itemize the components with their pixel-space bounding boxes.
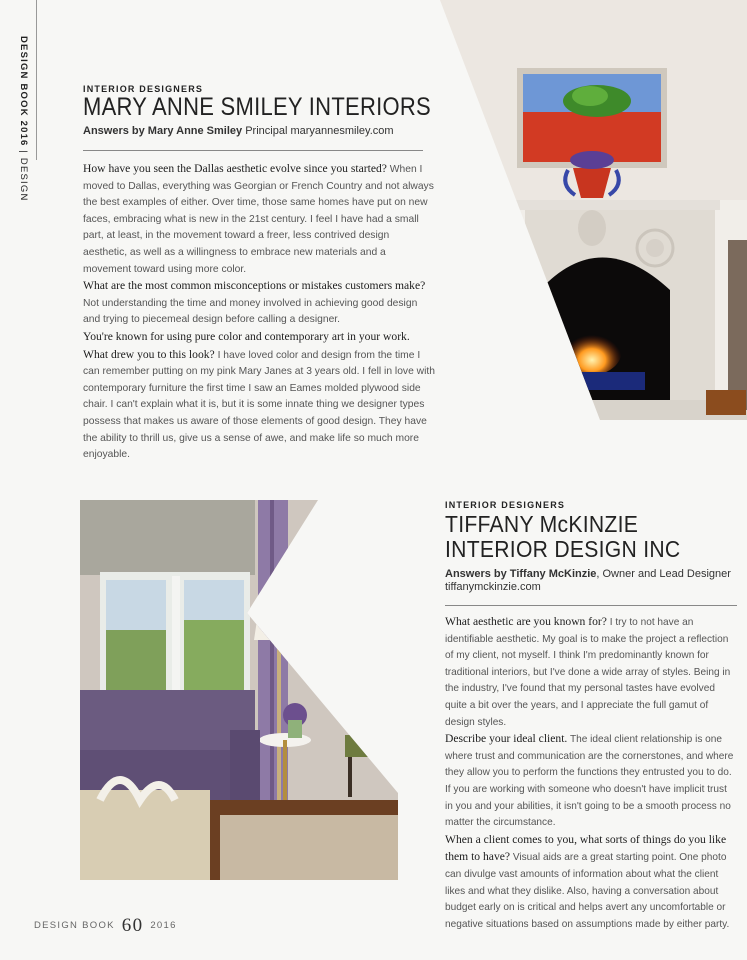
answer: I try to not have an identifiable aesthetic. My goal is to make the project a reflection of my client, not myself. I think I'm predominantly known for traditional interiors, but I've done a wide array of styles. Being in the industry, I've found that my personal tastes have evolved quite a bit over the years, and I appreciate the full gamut of design styles. [445,617,731,728]
byline-name: Answers by Mary Anne Smiley [83,125,243,137]
question: When a client comes to you, what sorts of things do you like them to have? [445,832,727,864]
question: How have you seen the Dallas aesthetic evolve since you started? [83,162,387,175]
byline-role: Principal [245,125,288,137]
article-body [83,161,435,464]
byline-name: Answers by Tiffany McKinzie [445,568,597,580]
article-body [445,614,737,933]
question: Describe your ideal client. [445,732,568,746]
living-room-photo [80,500,400,880]
article-title-line1: TIFFANY McKINZIE [445,511,639,537]
question: What aesthetic are you known for? [445,615,607,628]
page-footer [34,915,177,937]
byline-url: maryannesmiley.com [290,125,394,137]
answer: I have loved color and design from the time I can remember putting on my pink Mary Janes at 3 years old. I fell in love with contemporary furniture the first time I saw an Eames molded plywood side chair. I can't explain what it is, but it is some innate thing we designer types possess that makes us aware of those elements of good design. They have the ability to thrill us, give us a sense of awe, and make life so much more enjoyable. [83,349,435,461]
answer: When I moved to Dallas, everything was Georgian or French Country and not always the best examples of either. Over time, those same homes have put on new faces, embracing what is new in the 21st century. I feel I have had a small part, at least, in the movement toward a freer, less contrived design aesthetic, as well as a willingness to embrace new materials and a movement toward using more color. [83,164,434,275]
answer: The ideal client relationship is one where trust and communication are the cornerstones, and where they allow you to perform the functions they entrusted you to do. If you are working with someone who doesn't have implicit trust in you and your abilities, it isn't going to be a smooth process no matter the circumstance. [445,734,734,829]
page-number: 60 [121,915,144,936]
section-label: DESIGN BOOK 2016 | DESIGN [18,36,29,202]
byline-role: , Owner and Lead Designer [596,568,731,580]
byline [83,125,435,137]
answer: Visual aids are a great starting point. One photo can divulge vast amounts of information about what the client likes and what they dislike. Also, having a conversation about budget early on is critical and helps avert any uncomfortable or negative situations based on assumptions made by either party. [445,852,730,930]
title-divider [445,605,737,606]
article-title: MARY ANNE SMILEY INTERIORS [83,93,431,121]
footer-year: 2016 [150,920,177,931]
byline [445,568,737,580]
article-mary-anne-smiley [83,84,435,464]
question: You're known for using pure color and contemporary art in your work. What drew you to this look? [83,329,410,361]
byline-url: tiffanymckinzie.com [445,581,541,593]
article-kicker: INTERIOR DESIGNERS [445,500,566,510]
article-kicker: INTERIOR DESIGNERS [83,84,204,94]
footer-publication: DESIGN BOOK [34,920,115,931]
article-title-line2: INTERIOR DESIGN INC [445,536,681,562]
question: What are the most common misconceptions or mistakes customers make? [83,279,426,293]
article-tiffany-mckinzie [445,500,737,933]
title-divider [83,150,423,151]
answer: Not understanding the time and money involved in achieving good design and trying to piecemeal design before calling a designer. [83,297,418,326]
